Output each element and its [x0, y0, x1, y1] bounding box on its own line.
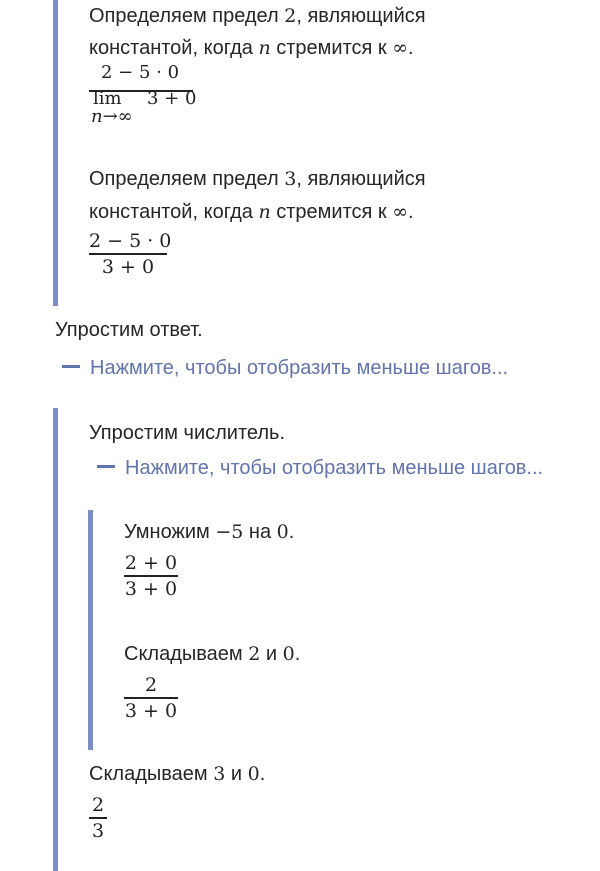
fraction [124, 673, 178, 723]
minus-icon [97, 465, 115, 468]
step-text: Складываем 2 и 0. [124, 643, 301, 665]
fraction-numerator: 2 [91, 794, 105, 816]
fraction-numerator: 2 [144, 674, 158, 696]
fraction [124, 551, 178, 601]
limit-subscript: n→∞ [91, 106, 133, 127]
fraction [89, 793, 107, 843]
fraction-denominator: 3 [91, 819, 105, 842]
step-text: константой, когда n стремится к ∞. [89, 201, 414, 223]
toggle-label: Нажмите, чтобы отобразить меньше шагов... [90, 357, 509, 379]
fraction [89, 229, 172, 279]
fraction-numerator: 2 + 0 [124, 552, 178, 574]
show-fewer-steps-toggle[interactable] [62, 353, 508, 383]
step-text: Определяем предел 3, являющийся [89, 168, 426, 190]
step-bar-outer-1 [53, 0, 58, 306]
step-bar-inner [88, 510, 93, 750]
minus-icon [62, 365, 80, 368]
fraction-denominator: 3 + 0 [101, 255, 155, 278]
fraction-denominator: 3 + 0 [124, 577, 178, 600]
section-title: Упростим числитель. [89, 422, 285, 444]
section-title: Упростим ответ. [55, 319, 203, 341]
show-fewer-steps-toggle[interactable] [97, 453, 543, 483]
limit-denominator: 3 + 0 [147, 88, 197, 109]
fraction-numerator: 2 − 5 · 0 [89, 230, 172, 252]
limit-numerator: 2 − 5 · 0 [101, 62, 180, 83]
toggle-label: Нажмите, чтобы отобразить меньше шагов... [125, 457, 544, 479]
step-text: Умножим −5 на 0. [124, 521, 295, 543]
step-text: Определяем предел 2, являющийся [89, 5, 426, 27]
step-bar-outer-2 [53, 408, 58, 871]
fraction-denominator: 3 + 0 [124, 699, 178, 722]
limit-operator: lim [93, 88, 122, 109]
limit-expression [89, 62, 209, 130]
step-text: константой, когда n стремится к ∞. [89, 37, 414, 59]
step-text: Складываем 3 и 0. [89, 763, 266, 785]
